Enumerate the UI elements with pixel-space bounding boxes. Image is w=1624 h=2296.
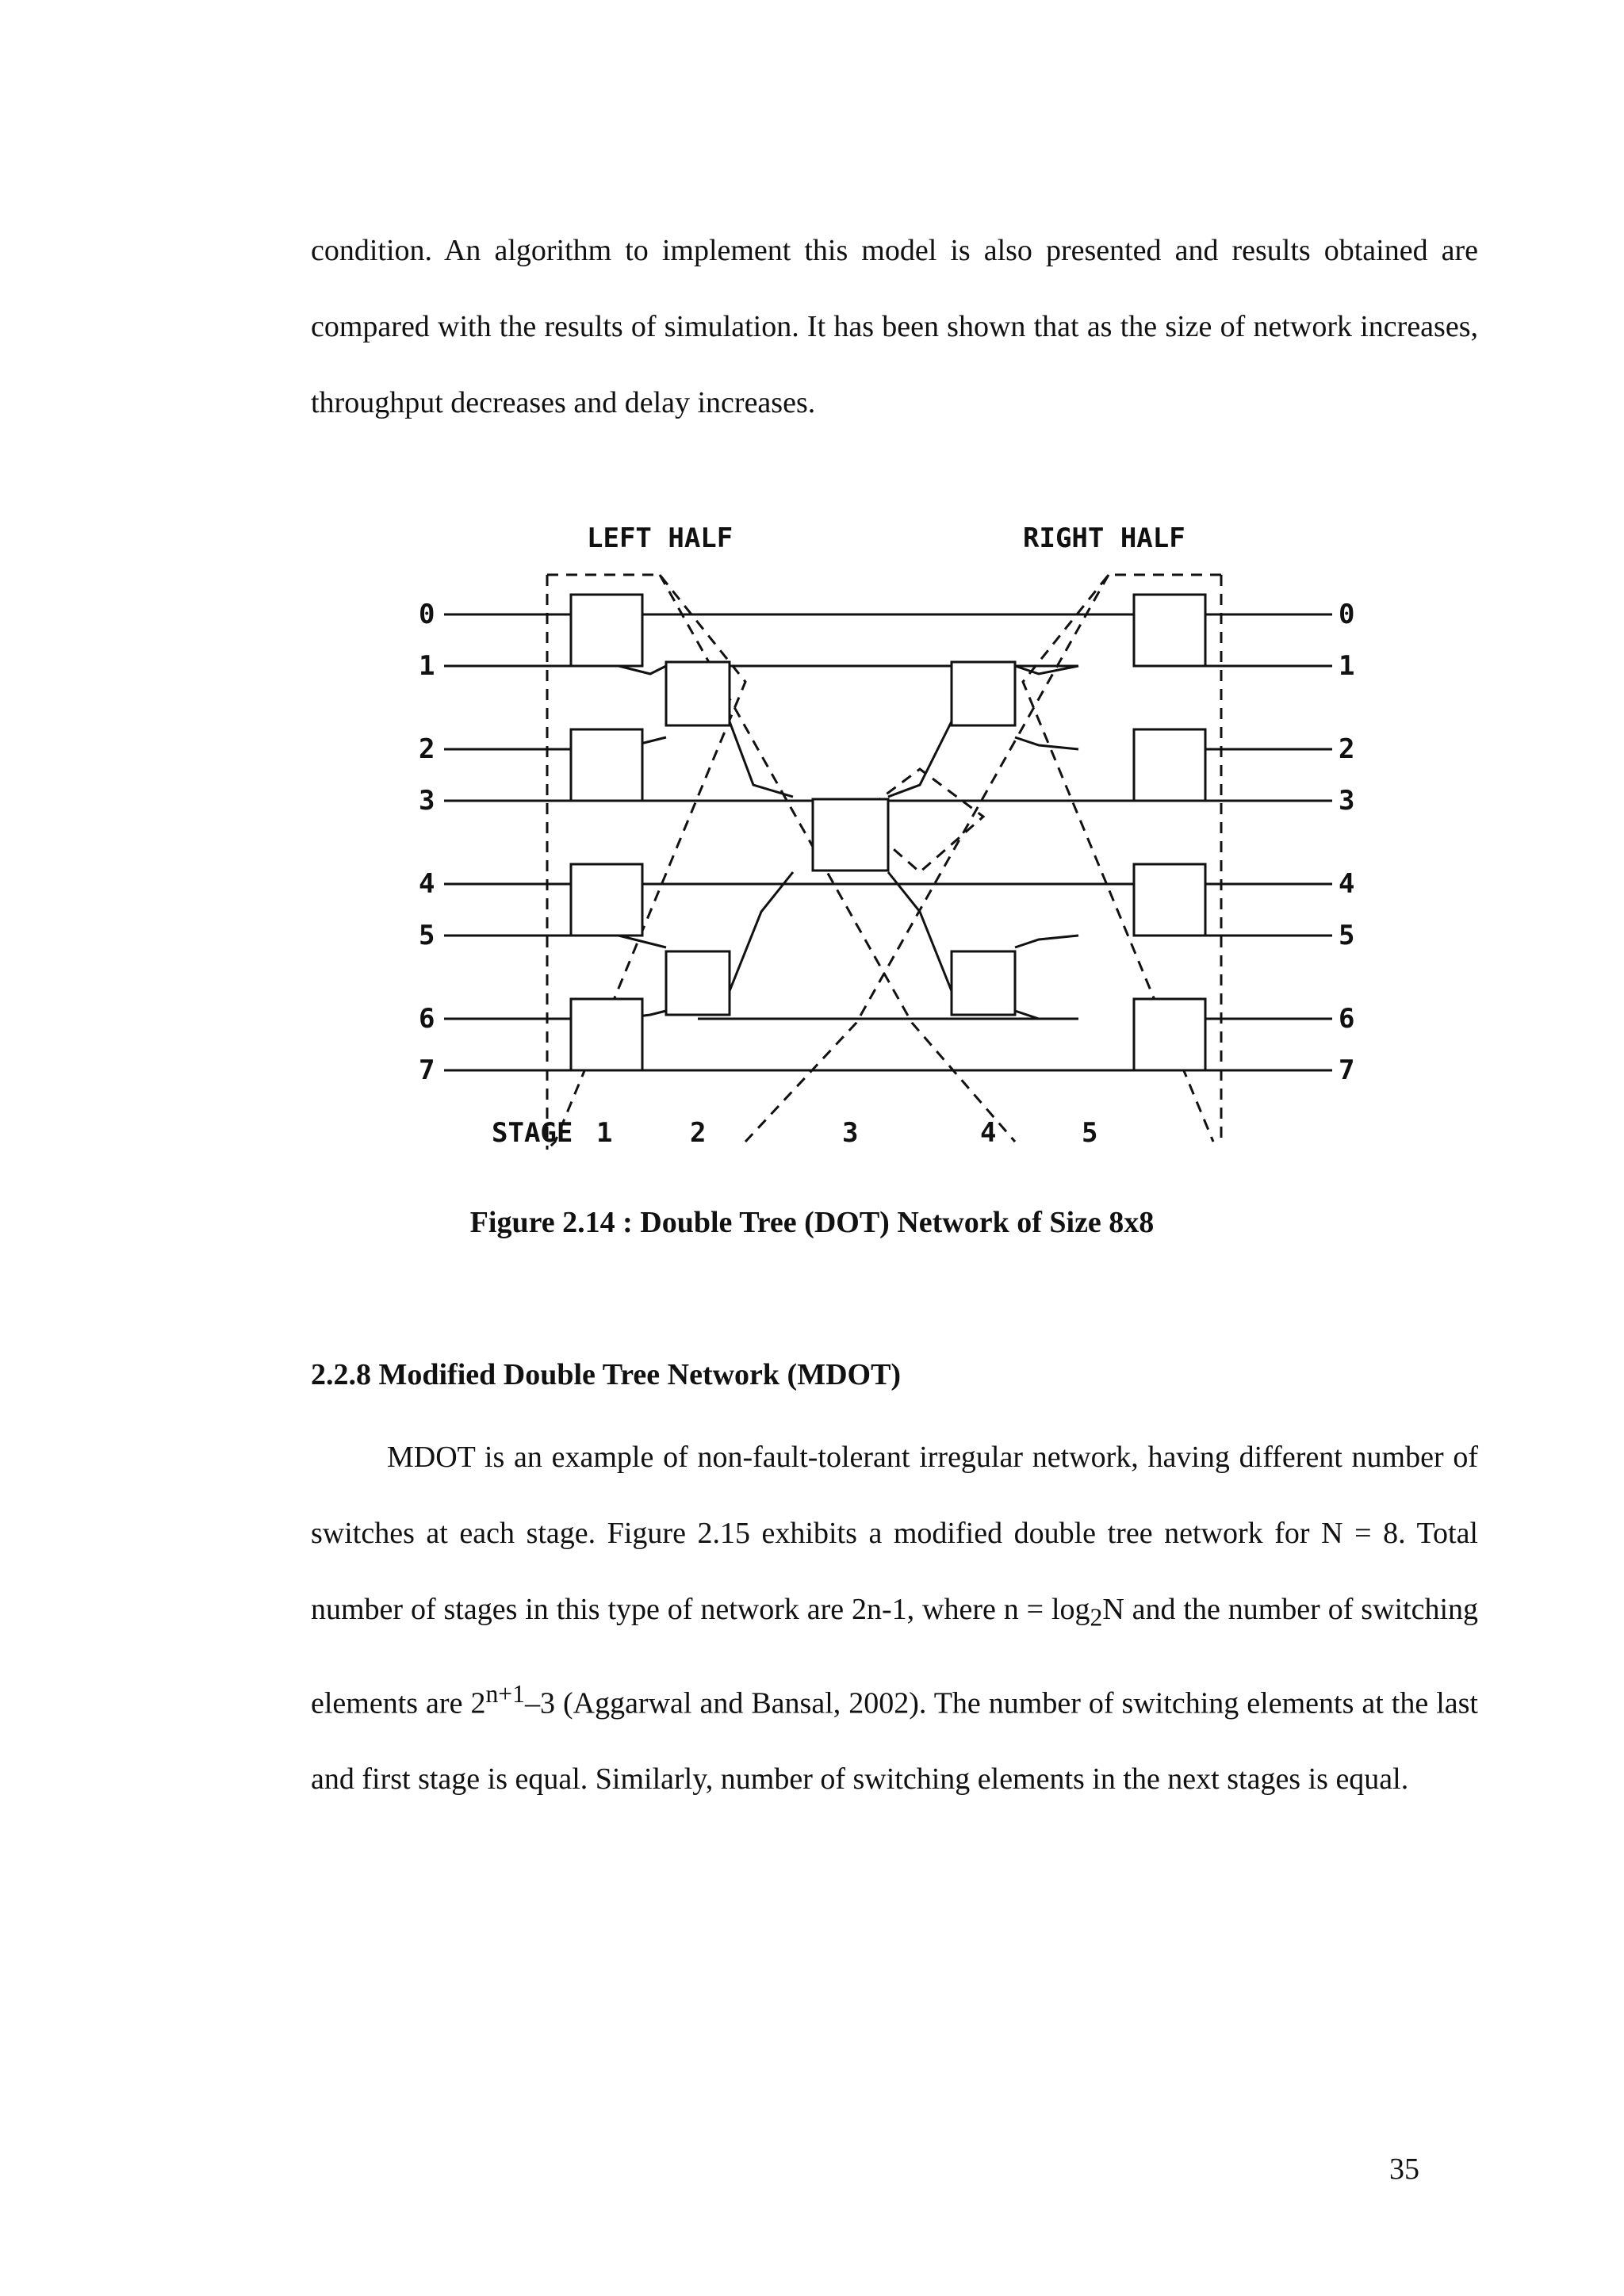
stage4-switch-2 — [952, 951, 1015, 1015]
intro-paragraph: condition. An algorithm to implement this model is also presented and results obtained are compared with the results of simulation. It has been shown that as the size of network increases, throughput decreases and delay increases. — [311, 234, 1478, 419]
stage2-switch-1 — [666, 662, 730, 725]
input-label: 2 — [419, 733, 435, 765]
section-heading: 2.2.8 Modified Double Tree Network (MDOT) — [311, 1358, 902, 1391]
output-label: 6 — [1339, 1003, 1355, 1035]
stage-number: 4 — [980, 1117, 997, 1149]
stage5-switch-1 — [1134, 595, 1205, 666]
stage3-switch — [813, 799, 888, 871]
left-half-label: LEFT HALF — [587, 522, 733, 554]
stage2-switch-2 — [666, 951, 730, 1015]
input-label: 1 — [419, 650, 435, 682]
stage5-switch-3 — [1134, 864, 1205, 936]
stage-number: 2 — [690, 1117, 707, 1149]
right-half-label: RIGHT HALF — [1023, 522, 1185, 554]
input-label: 7 — [419, 1054, 435, 1086]
mdot-text-2: N and the number of switching elements are 2 — [311, 1593, 1478, 1720]
mdot-paragraph — [311, 1419, 1478, 1817]
stage1-switch-4 — [571, 999, 642, 1070]
output-label: 0 — [1339, 599, 1355, 630]
input-label: 3 — [419, 785, 435, 817]
input-label: 6 — [419, 1003, 435, 1035]
input-label: 4 — [419, 868, 435, 900]
stage-number: 3 — [842, 1117, 859, 1149]
input-label: 5 — [419, 920, 435, 951]
input-label: 0 — [419, 599, 435, 630]
page-number: 35 — [1389, 2152, 1419, 2186]
output-label: 3 — [1339, 785, 1355, 817]
stage-number: 5 — [1082, 1117, 1098, 1149]
output-label: 2 — [1339, 733, 1355, 765]
dot-network-figure — [412, 507, 1364, 1173]
output-label: 4 — [1339, 868, 1355, 900]
mdot-text-3: –3 (Aggarwal and Bansal, 2002). The number of switching elements at the last and first stage is equal. Similarly, number of switching elements in the next stages is equal. — [311, 1686, 1478, 1797]
stage-label: STAGE — [492, 1117, 573, 1149]
mdot-text-1: MDOT is an example of non-fault-tolerant irregular network, having different number of switches at each stage. Figure 2.15 exhibits a modified double tree network for N = 8. Total number of stages in this type of network are 2n-1, where n = log — [311, 1441, 1478, 1626]
output-label: 5 — [1339, 920, 1355, 951]
stage5-switch-2 — [1134, 729, 1205, 801]
stage-number: 1 — [596, 1117, 613, 1149]
stage1-switch-1 — [571, 595, 642, 666]
figure-caption: Figure 2.14 : Double Tree (DOT) Network of Size 8x8 — [469, 1206, 1155, 1239]
stage4-switch-1 — [952, 662, 1015, 725]
output-label: 7 — [1339, 1054, 1355, 1086]
output-label: 1 — [1339, 650, 1355, 682]
stage1-switch-2 — [571, 729, 642, 801]
exponent-superscript: n+1 — [485, 1679, 525, 1708]
stage5-switch-4 — [1134, 999, 1205, 1070]
stage1-switch-3 — [571, 864, 642, 936]
log-base-subscript: 2 — [1090, 1603, 1103, 1632]
